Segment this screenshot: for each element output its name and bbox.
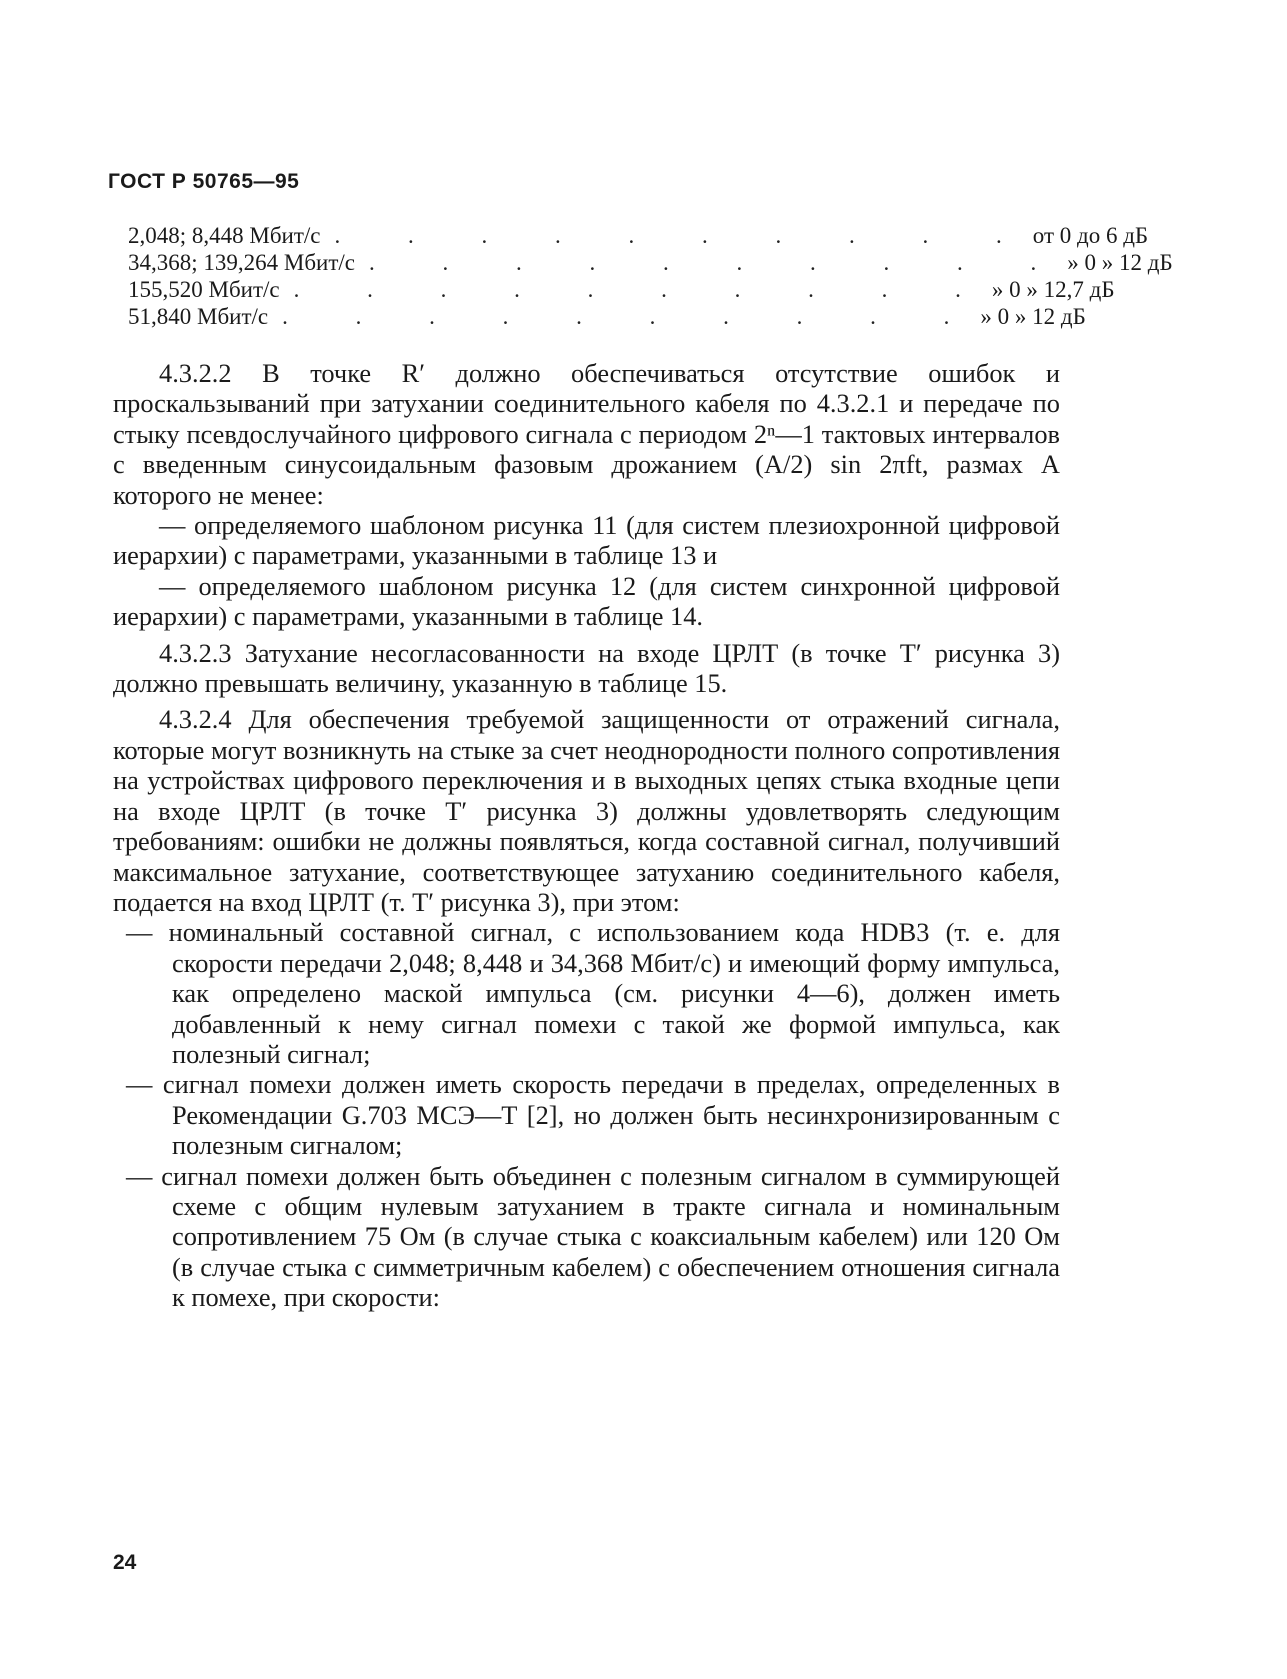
rate-row bbox=[128, 222, 1149, 249]
rate-name: 51,840 Мбит/с bbox=[128, 304, 269, 329]
list-item: — определяемого шаблоном рисунка 12 (для систем синхронной цифровой иерархии) с параметрами, указанными в таблице 14. bbox=[113, 570, 1060, 632]
rate-range: » 0 » 12 дБ bbox=[980, 304, 1086, 329]
leader-dots: . . . . . . . . . . bbox=[369, 250, 1068, 275]
list-item: — номинальный составной сигнал, с использованием кода HDB3 (т. е. для скорости передачи 2,048; 8,448 и 34,368 Мбит/с) и имеющий форму импульса, как определено маской импульса (см. рисунки 4—6), должен иметь добавленный к нему сигнал помехи с такой же формой импульса, как полезный сигнал; bbox=[126, 917, 1060, 1069]
rate-range: от 0 до 6 дБ bbox=[1032, 223, 1149, 248]
leader-dots: . . . . . . . . . . bbox=[334, 223, 1033, 248]
paragraph-4-3-2-3: 4.3.2.3 Затухание несогласованности на входе ЦРЛТ (в точке T′ рисунка 3) должно превышать величину, указанную в таблице 15. bbox=[113, 637, 1060, 699]
rate-row bbox=[128, 249, 1173, 276]
rate-range: » 0 » 12 дБ bbox=[1067, 250, 1173, 275]
leader-dots: . . . . . . . . . . bbox=[293, 277, 992, 302]
paragraph-4-3-2-4: 4.3.2.4 Для обеспечения требуемой защищенности от отражений сигнала, которые могут возникнуть на стыке за счет неоднородности полного сопротивления на устройствах цифрового переключения и в выходных цепях стыка входные цепи на входе ЦРЛТ (в точке T′ рисунка 3) должны удовлетворять следующим требованиям: ошибки не должны появляться, когда составной сигнал, получивший максимальное затухание, соответствующее затуханию соединительного кабеля, подается на вход ЦРЛТ (т. T′ рисунка 3), при этом: bbox=[113, 704, 1060, 917]
page-header: ГОСТ Р 50765—95 bbox=[108, 170, 300, 193]
rate-name: 155,520 Мбит/с bbox=[128, 277, 280, 302]
attenuation-list bbox=[128, 222, 1173, 330]
page-number: 24 bbox=[113, 1551, 137, 1574]
list-item: — определяемого шаблоном рисунка 11 (для систем плезиохронной цифровой иерархии) с параметрами, указанными в таблице 13 и bbox=[113, 510, 1060, 571]
list-item: — сигнал помехи должен иметь скорость передачи в пределах, определенных в Рекомендации G.703 МСЭ—Т [2], но должен быть несинхронизированным с полезным сигналом; bbox=[126, 1069, 1060, 1161]
document-body bbox=[113, 358, 1060, 1313]
leader-dots: . . . . . . . . . . bbox=[282, 304, 981, 329]
rate-name: 2,048; 8,448 Мбит/с bbox=[128, 223, 321, 248]
paragraph-4-3-2-2: 4.3.2.2 В точке R′ должно обеспечиваться отсутствие ошибок и проскальзываний при затухании соединительного кабеля по 4.3.2.1 и передаче по стыку псевдослучайного цифрового сигнала с периодом 2ⁿ—1 тактовых интервалов с введенным синусоидальным фазовым дрожанием (A/2) sin 2πft, размах A которого не менее: bbox=[113, 358, 1060, 510]
list-item: — сигнал помехи должен быть объединен с полезным сигналом в суммирующей схеме с общим нулевым затуханием в тракте сигнала и номинальным сопротивлением 75 Ом (в случае стыка с коаксиальным кабелем) или 120 Ом (в случае стыка с симметричным кабелем) с обеспечением отношения сигнала к помехе, при скорости: bbox=[126, 1160, 1060, 1313]
rate-name: 34,368; 139,264 Мбит/с bbox=[128, 250, 356, 275]
rate-row bbox=[128, 276, 1115, 303]
rate-range: » 0 » 12,7 дБ bbox=[991, 277, 1115, 302]
rate-row bbox=[128, 303, 1086, 330]
